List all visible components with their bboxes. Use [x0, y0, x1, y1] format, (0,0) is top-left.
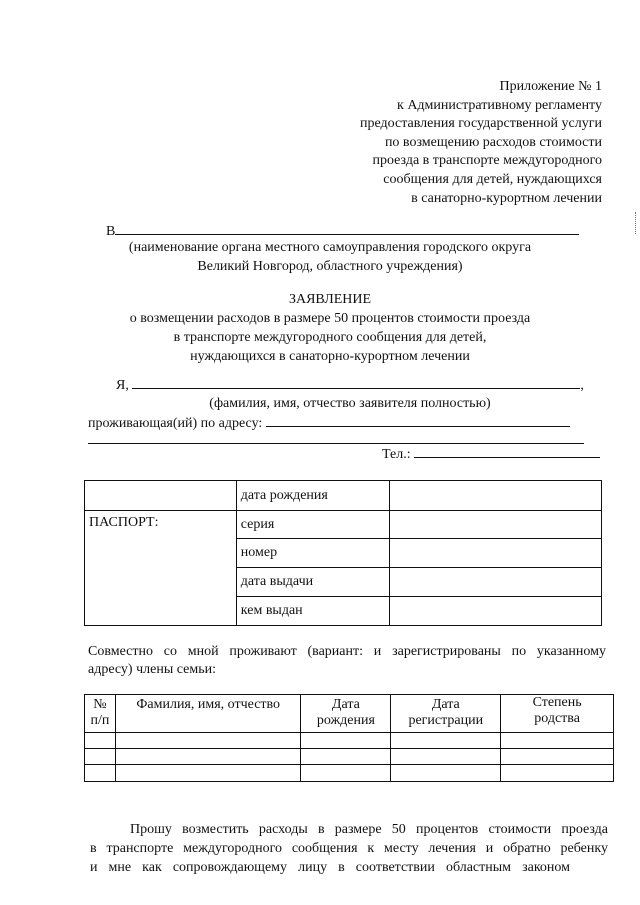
- header-registration-date: Дата регистрации: [391, 695, 501, 733]
- addressee-prefix: В: [106, 224, 116, 239]
- appendix-block: [360, 78, 602, 208]
- heading-subtitle: в транспорте междугородного сообщения для детей,: [173, 330, 487, 345]
- family-cell[interactable]: [301, 749, 391, 765]
- appendix-line: Приложение № 1: [499, 79, 602, 94]
- addressee-hint-line: (наименование органа местного самоуправления городского округа: [128, 240, 532, 255]
- passport-field-label: серия: [236, 511, 389, 539]
- family-table-header: [85, 695, 614, 733]
- family-cell[interactable]: [115, 765, 300, 782]
- passport-table: [84, 480, 602, 626]
- appendix-line: в санаторно-курортном лечении: [411, 190, 602, 206]
- passport-field-label: номер: [236, 539, 389, 568]
- scan-edge-mark: [635, 212, 638, 234]
- address-row: [88, 416, 588, 432]
- document-title: ЗАЯВЛЕНИЕ: [288, 292, 372, 307]
- passport-value-cell[interactable]: [389, 481, 601, 511]
- request-line: в транспорте междугородного сообщения к месту лечения и обратно ребенку: [90, 841, 608, 856]
- header-relationship: Степень родства: [501, 695, 614, 733]
- passport-label-cell: [85, 481, 237, 511]
- heading-subtitle: нуждающихся в санаторно-курортном лечении: [190, 349, 470, 364]
- phone-field[interactable]: [414, 457, 600, 458]
- table-row: [85, 733, 614, 749]
- applicant-row: [116, 378, 596, 394]
- passport-field-label: кем выдан: [236, 597, 389, 626]
- address-label: проживающая(ий) по адресу:: [88, 416, 263, 431]
- addressee-hint: [80, 238, 580, 276]
- family-cell[interactable]: [391, 765, 501, 782]
- header-birth-date: Дата рождения: [301, 695, 391, 733]
- request-line: и мне как сопровождающему лицу в соответствии областным законом: [90, 860, 570, 875]
- applicant-prefix: Я,: [116, 378, 129, 393]
- family-cell[interactable]: [391, 733, 501, 749]
- appendix-line: проезда в транспорте междугородного: [372, 153, 602, 169]
- family-intro-line: адресу) члены семьи:: [88, 662, 216, 677]
- phone-row: [382, 447, 608, 463]
- passport-value-cell[interactable]: [389, 568, 601, 597]
- passport-field-label: дата рождения: [236, 481, 389, 511]
- applicant-suffix: ,: [580, 378, 584, 393]
- request-paragraph: [90, 820, 608, 877]
- address-field[interactable]: [266, 426, 570, 427]
- addressee-hint-line: Великий Новгород, областного учреждения): [197, 259, 463, 274]
- family-cell[interactable]: [115, 733, 300, 749]
- header-number: № п/п: [85, 695, 116, 733]
- family-table: [84, 694, 614, 782]
- family-cell[interactable]: [501, 765, 614, 782]
- addressee-field[interactable]: [115, 234, 579, 235]
- header-full-name: Фамилия, имя, отчество: [115, 695, 300, 733]
- family-cell[interactable]: [501, 749, 614, 765]
- family-cell[interactable]: [301, 733, 391, 749]
- family-cell[interactable]: [115, 749, 300, 765]
- family-cell[interactable]: [391, 749, 501, 765]
- family-cell[interactable]: [85, 765, 116, 782]
- appendix-line: по возмещению расходов стоимости: [384, 134, 602, 150]
- passport-value-cell[interactable]: [389, 597, 601, 626]
- address-field-line2[interactable]: [88, 443, 584, 444]
- document-heading: [80, 290, 580, 366]
- family-intro-line: Совместно со мной проживают (вариант: и зарегистрированы по указанному: [88, 644, 606, 659]
- table-row: [85, 765, 614, 782]
- table-row: [85, 749, 614, 765]
- appendix-line: сообщения для детей, нуждающихся: [383, 171, 602, 187]
- applicant-hint: (фамилия, имя, отчество заявителя полностью): [209, 396, 491, 411]
- family-cell[interactable]: [301, 765, 391, 782]
- family-cell[interactable]: [85, 749, 116, 765]
- passport-value-cell[interactable]: [389, 539, 601, 568]
- appendix-line: к Административному регламенту: [397, 97, 602, 113]
- passport-label-cell: ПАСПОРТ:: [85, 511, 237, 626]
- table-row: [85, 481, 602, 511]
- request-line: Прошу возместить расходы в размере 50 процентов стоимости проезда: [130, 822, 608, 837]
- heading-subtitle: о возмещении расходов в размере 50 процентов стоимости проезда: [129, 311, 531, 326]
- applicant-name-field[interactable]: [132, 388, 580, 389]
- passport-value-cell[interactable]: [389, 511, 601, 539]
- family-cell[interactable]: [501, 733, 614, 749]
- family-intro: [88, 643, 606, 679]
- table-row: [85, 511, 602, 539]
- passport-field-label: дата выдачи: [236, 568, 389, 597]
- phone-label: Тел.:: [382, 447, 411, 462]
- family-cell[interactable]: [85, 733, 116, 749]
- appendix-line: предоставления государственной услуги: [360, 116, 602, 132]
